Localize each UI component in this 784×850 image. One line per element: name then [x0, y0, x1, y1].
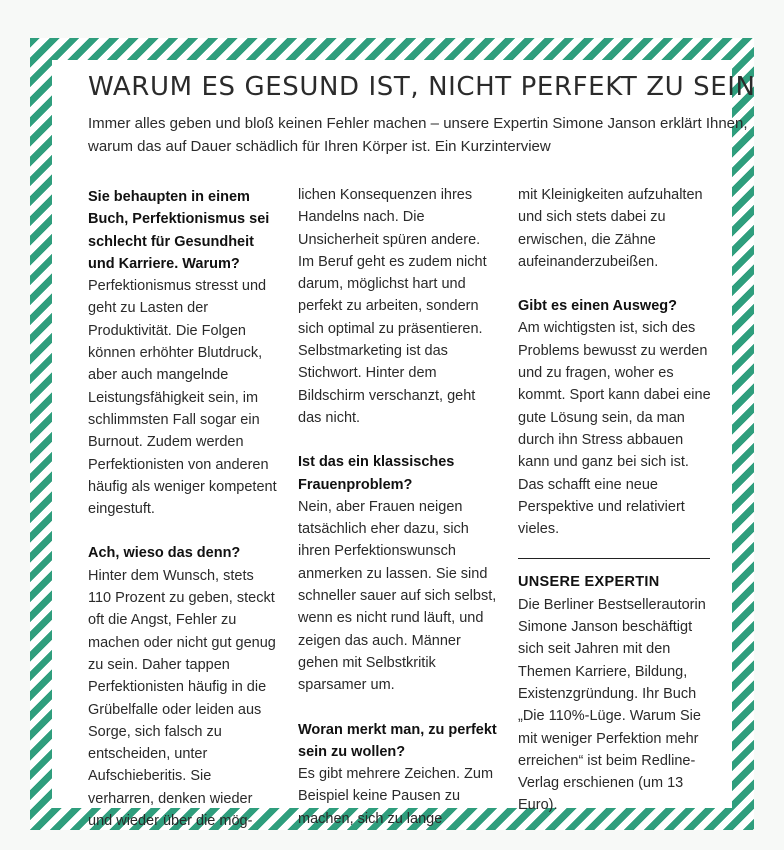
expert-heading: UNSERE EXPERTIN: [518, 574, 660, 591]
answer-2: Hinter dem Wunsch, stets 110 Prozent zu geben, steckt oft die Angst, Fehler zu machen oder nicht gut genug zu sein. Daher tappen Perfektionisten häufig in die Grübelfalle oder leiden aus Sorge, sich falsch zu entscheiden, unter Aufschieberitis. Sie verharren, denken wieder und wieder über die mög-: [88, 567, 276, 830]
expert-bio: Die Berliner Bestsellerautorin Simone Janson beschäftigt sich seit Jahren mit den Themen Karriere, Bildung, Existenzgründung. Ihr Buch „Die 110%-Lüge. Warum Sie mit weniger Perfektion mehr erreichen“ ist beim Redline-Verlag erschienen (um 13 Euro).: [518, 596, 706, 814]
column-1: [88, 186, 278, 832]
question-5: Gibt es einen Ausweg?: [518, 298, 677, 315]
question-3: Ist das ein klassisches Frauenproblem?: [298, 454, 455, 493]
answer-4-continued: mit Kleinigkeiten aufzuhalten und sich stets dabei zu erwischen, die Zähne aufeinanderzubeißen.: [518, 187, 703, 270]
answer-2-continued: lichen Konsequenzen ihres Handelns nach. Die Unsicherheit spüren andere. Im Beruf geht es zudem nicht darum, möglichst hart und perfekt zu arbeiten, sondern sich optimal zu präsentieren. Selbstmarketing ist das Stichwort. Hinter dem Bildschirm verschanzt, geht das nicht.: [298, 187, 487, 426]
expert-divider: [518, 558, 710, 559]
striped-border-frame: [30, 38, 754, 830]
question-1: Sie behaupten in einem Buch, Perfektionismus sei schlecht für Gesundheit und Karriere. Warum?: [88, 189, 270, 272]
answer-5: Am wichtigsten ist, sich des Problems bewusst zu werden und zu fragen, woher es kommt. Sport kann dabei eine gute Lösung sein, da man durch ihn Stress abbauen kann und ganz bei sich ist. Das schafft eine neue Perspektive und relativiert vieles.: [518, 320, 711, 538]
question-4: Woran merkt man, zu perfekt sein zu wollen?: [298, 721, 497, 760]
column-2: [298, 184, 498, 830]
question-2: Ach, wieso das denn?: [88, 545, 241, 562]
column-3: [518, 184, 718, 817]
answer-1: Perfektionismus stresst und geht zu Lasten der Produktivität. Die Folgen können erhöhter Blutdruck, aber auch mangelnde Leistungsfähigkeit sein, im schlimmsten Fall sogar ein Burnout. Zudem werden Perfektionisten von anderen häufig als weniger kompetent eingestuft.: [88, 278, 277, 518]
article-title: WARUM ES GESUND IST, NICHT PERFEKT ZU SEIN: [88, 72, 756, 102]
answer-4: Es gibt mehrere Zeichen. Zum Beispiel keine Pausen zu machen, sich zu lange: [298, 766, 494, 827]
answer-3: Nein, aber Frauen neigen tatsächlich eher dazu, sich ihren Perfektionswunsch anmerken zu lassen. Sie sind schneller sauer auf sich selbst, wenn es nicht rund läuft, und zeigen das auch. Männer gehen mit Selbstkritik sparsamer um.: [298, 498, 497, 694]
article-intro: Immer alles geben und bloß keinen Fehler machen – unsere Expertin Simone Janson erklärt Ihnen, warum das auf Dauer schädlich für Ihren Körper ist. Ein Kurzinterview: [88, 115, 748, 155]
article-box: [52, 60, 756, 830]
